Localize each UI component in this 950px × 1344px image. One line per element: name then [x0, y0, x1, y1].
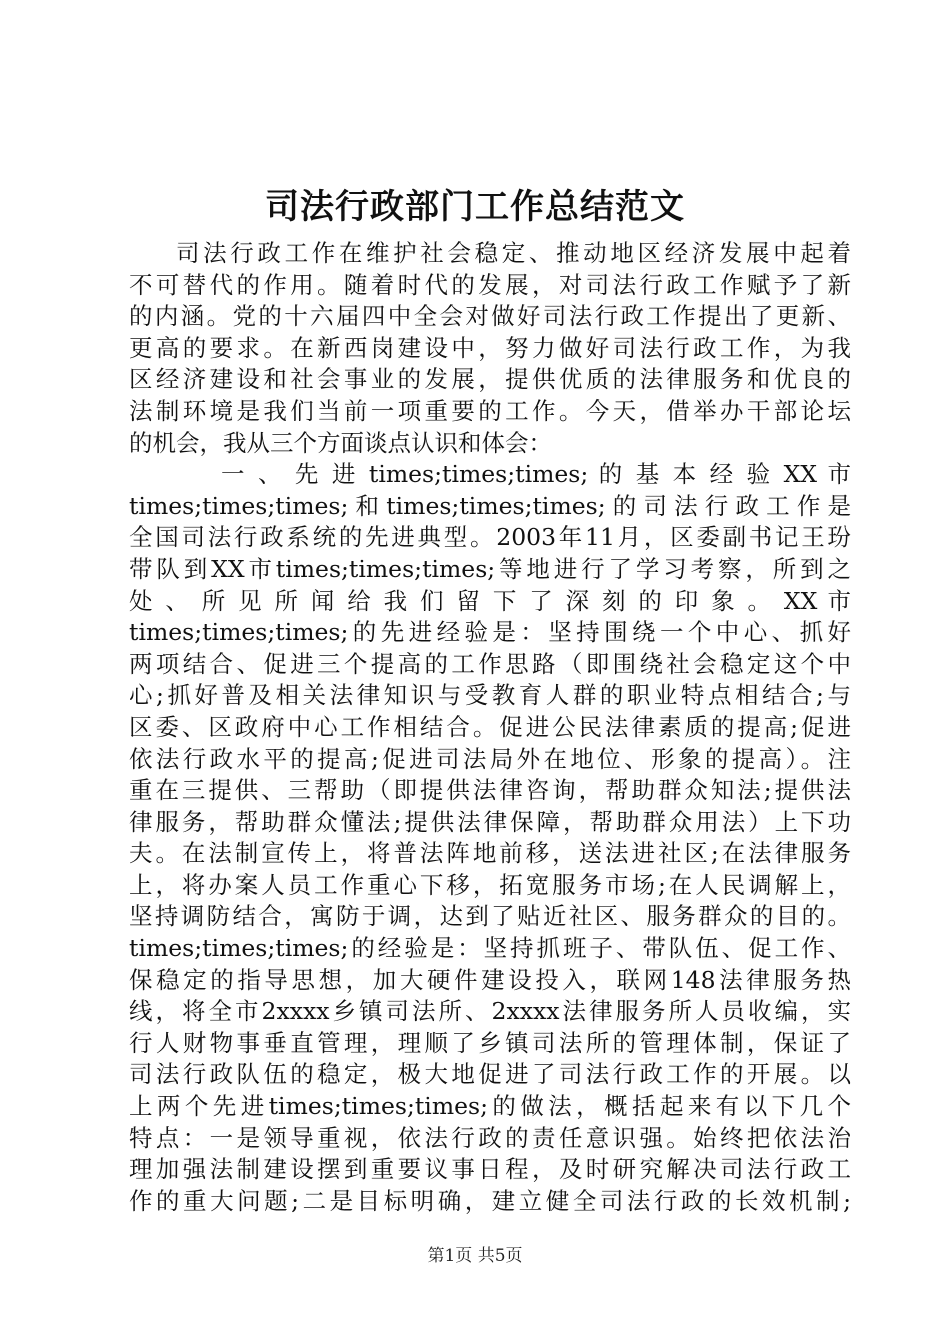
- body-line: 理加强法制建设摆到重要议事日程，及时研究解决司法行政工: [129, 1155, 851, 1184]
- body-line: 处 、 所 见 所 闻 给 我 们 留 下 了 深 刻 的 印 象 。 XX 市: [129, 586, 851, 615]
- body-line: times;times;times;的经验是：坚持抓班子、带队伍、促工作、: [129, 934, 851, 963]
- body-line: 心;抓好普及相关法律知识与受教育人群的职业特点相结合;与: [129, 681, 851, 710]
- body-line: times;times;times;的先进经验是：坚持围绕一个中心、抓好: [129, 618, 851, 647]
- body-line: 的内涵。党的十六届四中全会对做好司法行政工作提出了更新、: [129, 302, 851, 331]
- document-body: [129, 238, 851, 1217]
- body-line: 的机会，我从三个方面谈点认识和体会：: [129, 428, 552, 457]
- body-line: 上两个先进times;times;times;的做法，概括起来有以下几个: [129, 1092, 851, 1121]
- body-line: 行人财物事垂直管理，理顺了乡镇司法所的管理体制，保证了: [129, 1028, 851, 1057]
- document-title: 司法行政部门工作总结范文: [265, 187, 685, 227]
- body-line: 不可替代的作用。随着时代的发展，对司法行政工作赋予了新: [129, 270, 851, 299]
- body-line: 带队到XX市times;times;times;等地进行了学习考察，所到之: [129, 554, 851, 583]
- body-line: 更高的要求。在新西岗建设中，努力做好司法行政工作，为我: [129, 333, 851, 362]
- body-line: 司法行政队伍的稳定，极大地促进了司法行政工作的开展。以: [129, 1060, 851, 1089]
- body-line: 依法行政水平的提高;促进司法局外在地位、形象的提高）。注: [129, 744, 851, 773]
- body-line: 上，将办案人员工作重心下移，拓宽服务市场;在人民调解上，: [129, 870, 851, 899]
- body-line: 两项结合、促进三个提高的工作思路（即围绕社会稳定这个中: [129, 649, 851, 678]
- body-line: 区经济建设和社会事业的发展，提供优质的法律服务和优良的: [129, 365, 851, 394]
- body-line: times;times;times;和times;times;times;的司法行政工作是: [129, 491, 851, 520]
- body-line: 律服务，帮助群众懂法;提供法律保障，帮助群众用法）上下功: [129, 807, 851, 836]
- body-line: 区委、区政府中心工作相结合。促进公民法律素质的提高;促进: [129, 712, 851, 741]
- body-line: 作的重大问题;二是目标明确，建立健全司法行政的长效机制;: [129, 1186, 851, 1215]
- body-line: 法制环境是我们当前一项重要的工作。今天，借举办干部论坛: [129, 396, 851, 425]
- body-line: 特点：一是领导重视，依法行政的责任意识强。始终把依法治: [129, 1123, 851, 1152]
- body-line: 夫。在法制宣传上，将普法阵地前移，送法进社区;在法律服务: [129, 839, 851, 868]
- body-line: 全国司法行政系统的先进典型。2003年11月，区委副书记王玢: [129, 523, 851, 552]
- page-footer: 第1页 共5页: [427, 1246, 523, 1266]
- body-line: 坚持调防结合，寓防于调，达到了贴近社区、服务群众的目的。: [129, 902, 851, 931]
- body-line: 保稳定的指导思想，加大硬件建设投入，联网148法律服务热: [129, 965, 851, 994]
- body-line: 重在三提供、三帮助（即提供法律咨询，帮助群众知法;提供法: [129, 776, 851, 805]
- body-line: 线，将全市2xxxx乡镇司法所、2xxxx法律服务所人员收编，实: [129, 997, 851, 1026]
- section-heading-line: 一 、 先 进 times;times;times; 的 基 本 经 验 XX 市: [221, 460, 851, 489]
- body-line: 司法行政工作在维护社会稳定、推动地区经济发展中起着: [176, 239, 851, 267]
